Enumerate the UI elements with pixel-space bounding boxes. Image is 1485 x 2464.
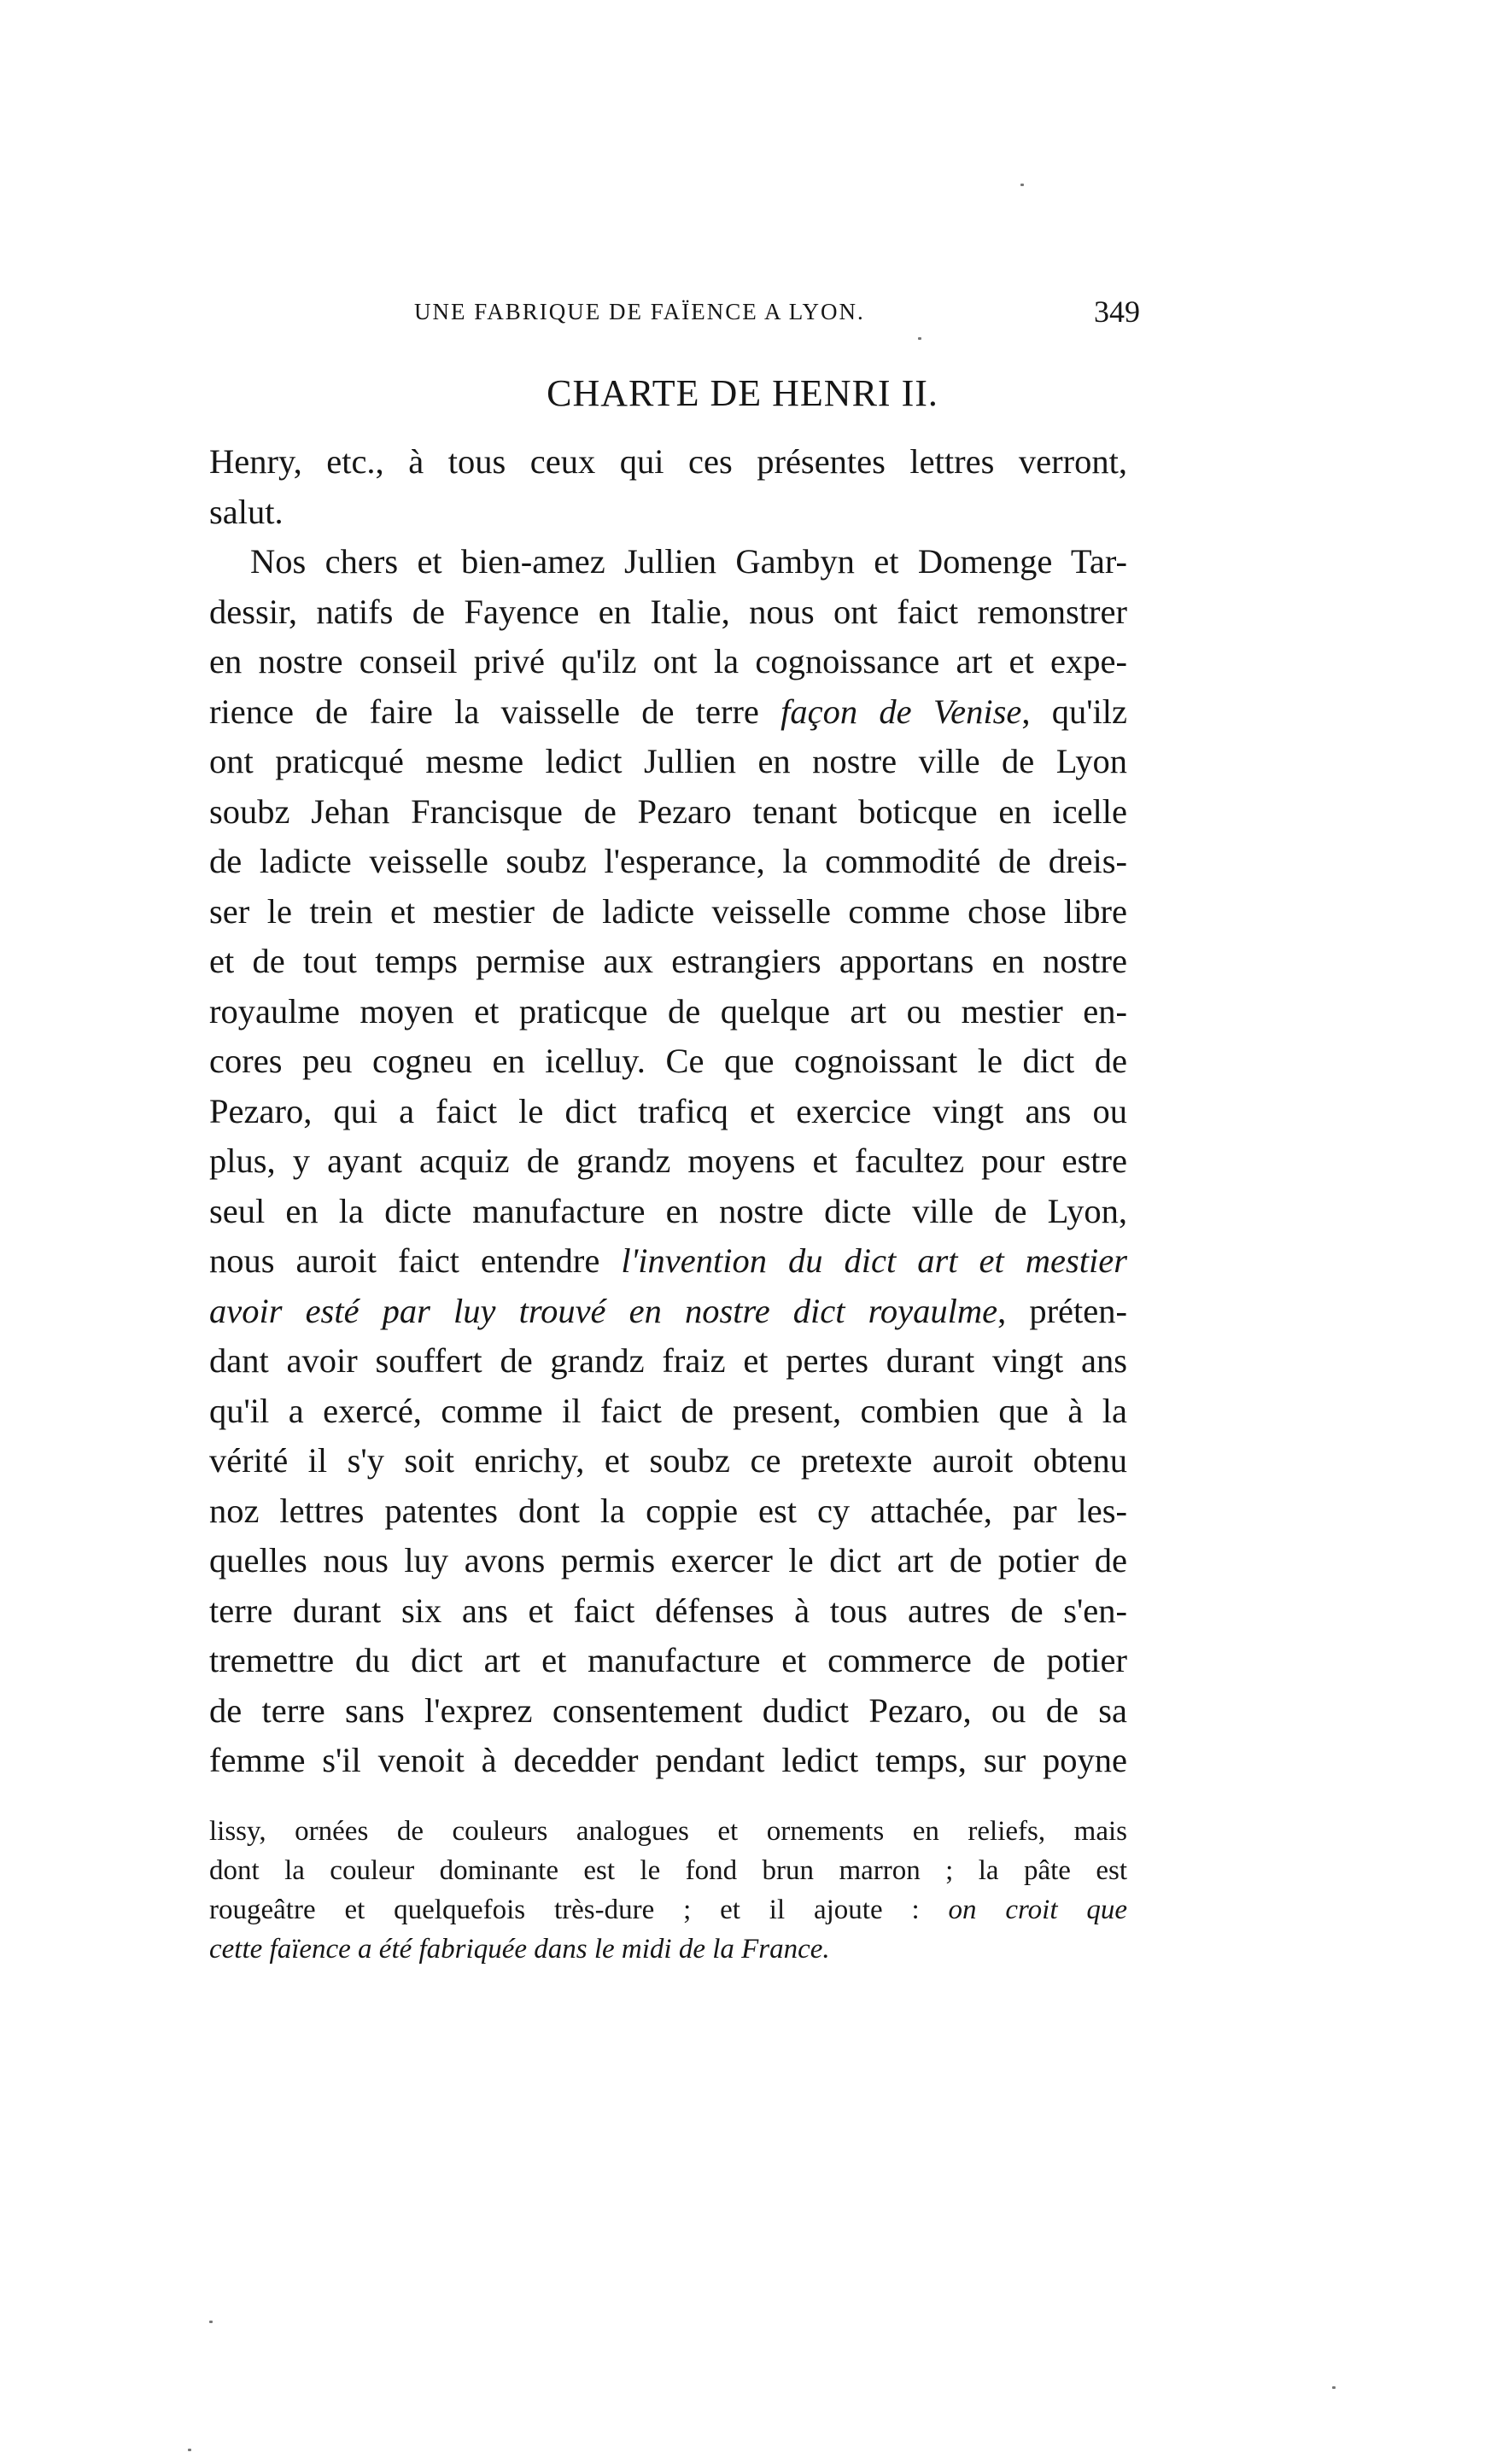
line-text: nous auroit faict entendre bbox=[209, 1241, 622, 1280]
body-line: salut. bbox=[209, 492, 284, 531]
line-text: rougeâtre et quelquefois très-dure ; et il ajoute : bbox=[209, 1895, 949, 1925]
body-line: Nos chers et bien-amez Jullien Gambyn et Domenge Tar- bbox=[250, 542, 1127, 581]
page-number: 349 bbox=[1094, 295, 1140, 329]
running-title: UNE FABRIQUE DE FAÏENCE A LYON. bbox=[414, 299, 865, 324]
body-line: de terre sans l'exprez consentement dudict Pezaro, ou de sa bbox=[209, 1690, 1127, 1730]
body-line: ser le trein et mestier de ladicte veisselle comme chose libre bbox=[209, 891, 1127, 931]
body-line bbox=[209, 687, 1127, 738]
body-line: royaulme moyen et praticque de quelque art ou mestier en- bbox=[209, 991, 1127, 1031]
body-line: qu'il a exercé, comme il faict de present, combien que à la bbox=[209, 1391, 1127, 1430]
body-line: dant avoir souffert de grandz fraiz et pertes durant vingt ans bbox=[209, 1341, 1127, 1380]
line-text: rience de faire la vaisselle de terre bbox=[209, 692, 781, 731]
body-line: femme s'il venoit à decedder pendant ledict temps, sur poyne bbox=[209, 1741, 1127, 1779]
italic-phrase: avoir esté par luy trouvé en nostre dict royaulme bbox=[209, 1291, 998, 1330]
footnote-line bbox=[209, 1930, 1127, 1969]
line-text: , préten- bbox=[997, 1291, 1127, 1330]
footnote-line: dont la couleur dominante est le fond brun marron ; la pâte est bbox=[209, 1855, 1127, 1886]
body-line: ont praticqué mesme ledict Jullien en nostre ville de Lyon bbox=[209, 742, 1127, 780]
italic-phrase: on croit que bbox=[948, 1895, 1128, 1925]
body-line: et de tout temps permise aux estrangiers apportans en nostre bbox=[209, 942, 1127, 980]
body-line: noz lettres patentes dont la coppie est cy attachée, par les- bbox=[209, 1491, 1127, 1530]
italic-phrase: façon de Venise bbox=[781, 692, 1022, 731]
body-line: tremettre du dict art et manufacture et commerce de potier bbox=[209, 1641, 1127, 1679]
body-text bbox=[209, 437, 1127, 1786]
body-line: plus, y ayant acquiz de grandz moyens et facultez pour estre bbox=[209, 1141, 1127, 1180]
scan-speck bbox=[188, 2449, 191, 2451]
line-text: , qu'ilz bbox=[1021, 692, 1127, 731]
footnote-line bbox=[209, 1890, 1127, 1930]
body-line: en nostre conseil privé qu'ilz ont la cognoissance art et expe- bbox=[209, 642, 1127, 680]
scan-speck bbox=[1332, 2386, 1336, 2389]
scan-speck bbox=[918, 337, 921, 340]
body-line: soubz Jehan Francisque de Pezaro tenant boticque en icelle bbox=[209, 791, 1127, 831]
body-line: Pezaro, qui a faict le dict traficq et exercice vingt ans ou bbox=[209, 1091, 1127, 1130]
italic-phrase: cette faïence a été fabriquée dans le midi de la France. bbox=[209, 1934, 830, 1965]
body-line bbox=[209, 1287, 1127, 1337]
body-line bbox=[209, 1236, 1127, 1287]
footnote bbox=[209, 1812, 1127, 1969]
body-line: dessir, natifs de Fayence en Italie, nous ont faict remonstrer bbox=[209, 592, 1127, 631]
body-line: Henry, etc., à tous ceux qui ces présentes lettres verront, bbox=[209, 442, 1127, 481]
body-line: cores peu cogneu en icelluy. Ce que cognoissant le dict de bbox=[209, 1042, 1127, 1080]
scan-speck bbox=[1020, 184, 1024, 186]
footnote-line: lissy, ornées de couleurs analogues et ornements en reliefs, mais bbox=[209, 1816, 1127, 1847]
body-line: seul en la dicte manufacture en nostre dicte ville de Lyon, bbox=[209, 1191, 1127, 1230]
running-head bbox=[414, 295, 1140, 333]
body-line: terre durant six ans et faict défenses à tous autres de s'en- bbox=[209, 1591, 1127, 1630]
italic-phrase: l'invention du dict art et mestier bbox=[621, 1241, 1127, 1280]
section-title: CHARTE DE HENRI II. bbox=[547, 372, 938, 414]
body-line: vérité il s'y soit enrichy, et soubz ce pretexte auroit obtenu bbox=[209, 1441, 1127, 1480]
body-line: de ladicte veisselle soubz l'esperance, la commodité de dreis- bbox=[209, 842, 1127, 880]
scan-speck bbox=[209, 2321, 213, 2323]
body-line: quelles nous luy avons permis exercer le dict art de potier de bbox=[209, 1541, 1127, 1579]
